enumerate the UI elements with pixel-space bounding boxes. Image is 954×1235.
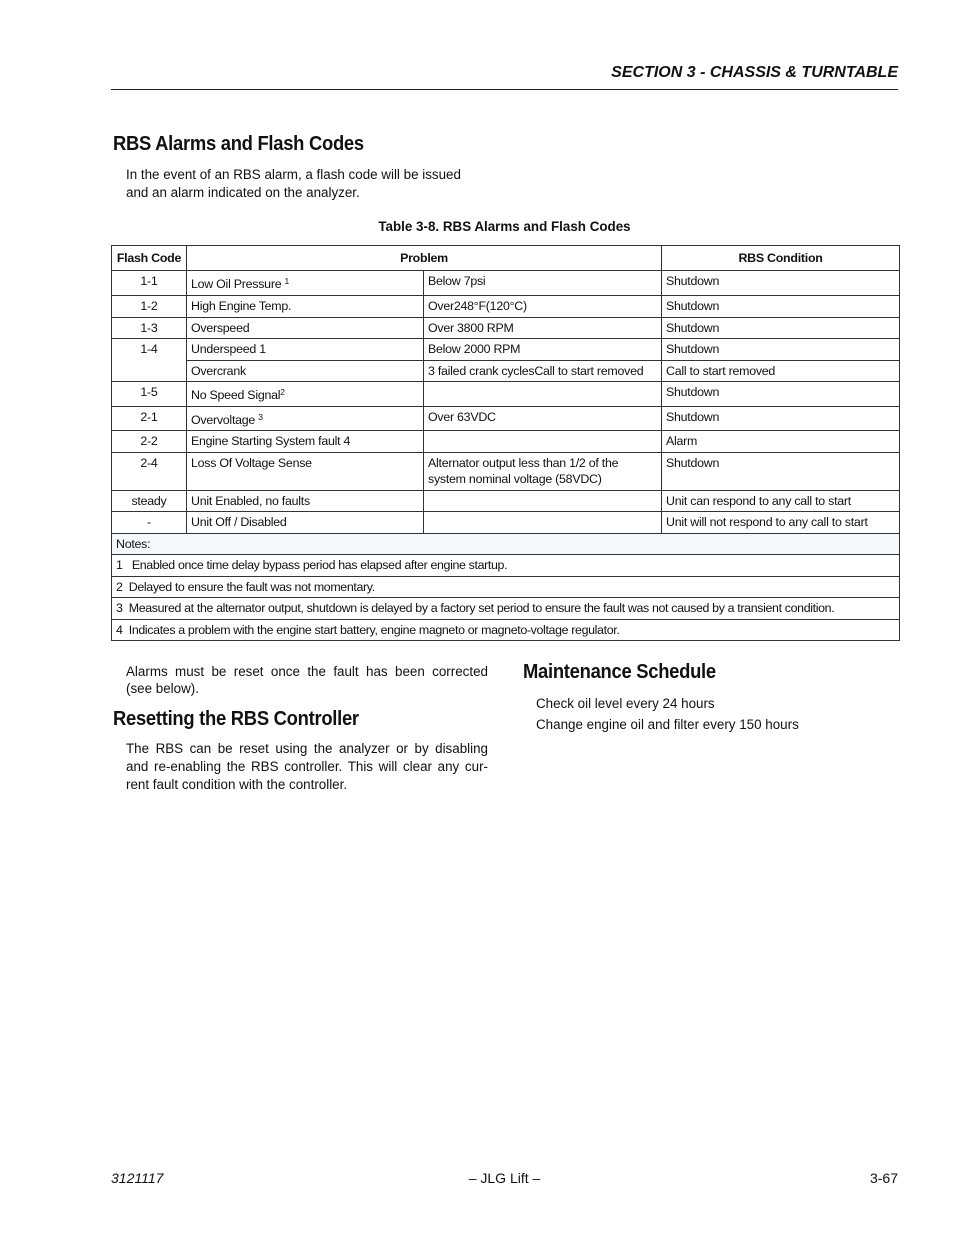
note-text: Delayed to ensure the fault was not momentary.	[128, 579, 375, 594]
flash-code-table	[111, 245, 900, 641]
flash-code-cell: 2-2	[112, 431, 187, 453]
detail-cell: Over 63VDC	[424, 406, 662, 431]
problem-cell	[187, 382, 424, 407]
note-row	[112, 598, 900, 620]
table-row	[112, 382, 900, 407]
table-row	[112, 271, 900, 296]
condition-cell: Shutdown	[662, 271, 900, 296]
condition-cell: Unit can respond to any call to start	[662, 490, 900, 512]
condition-cell: Shutdown	[662, 339, 900, 361]
resetting-line-3: rent fault condition with the controller.	[126, 777, 348, 792]
problem-text: Low Oil Pressure	[191, 277, 285, 291]
section-header: SECTION 3 - CHASSIS & TURNTABLE	[611, 64, 898, 81]
flash-code-cell: 1-2	[112, 296, 187, 318]
problem-cell	[187, 452, 424, 490]
flash-code-cell: 1-5	[112, 382, 187, 407]
table-row	[112, 406, 900, 431]
footnote-ref: 2	[280, 387, 285, 397]
maintenance-item-1: Check oil level every 24 hours	[536, 696, 715, 711]
reset-note-line-2: (see below).	[126, 681, 199, 696]
flash-code-cell: 1-4	[112, 339, 187, 382]
table-caption: Table 3-8. RBS Alarms and Flash Codes	[378, 219, 631, 234]
resetting-line-2: and re-enabling the RBS controller. This will clear any cur-	[126, 759, 488, 774]
flash-code-cell: 1-1	[112, 271, 187, 296]
note-text: Enabled once time delay bypass period has elapsed after engine startup.	[131, 558, 508, 572]
detail-cell: Over 3800 RPM	[424, 317, 662, 339]
footer-center: – JLG Lift –	[468, 1170, 541, 1186]
problem-text: Overvoltage	[191, 412, 259, 427]
note-row	[112, 555, 900, 577]
detail-cell: 3 failed crank cyclesCall to start removed	[424, 360, 662, 382]
detail-cell	[424, 431, 662, 453]
condition-cell: Shutdown	[662, 296, 900, 318]
resetting-line-1: The RBS can be reset using the analyzer or by disabling	[126, 741, 488, 756]
flash-code-cell: -	[112, 512, 187, 534]
condition-cell: Shutdown	[662, 317, 900, 339]
note-cell	[112, 576, 900, 598]
condition-cell: Unit will not respond to any call to start	[662, 512, 900, 534]
flash-code-cell: steady	[112, 490, 187, 512]
note-number: 3	[116, 601, 123, 615]
notes-label: Notes:	[112, 533, 900, 555]
table-header-row	[112, 246, 900, 271]
note-number: 4	[116, 622, 123, 637]
table-row	[112, 512, 900, 534]
table-row	[112, 431, 900, 453]
problem-cell	[187, 317, 424, 339]
note-text: Measured at the alternator output, shutdown is delayed by a factory set period to ensure the fault was not caused by a transient condition.	[128, 601, 835, 615]
header-rbs-condition: RBS Condition	[662, 246, 900, 271]
resetting-heading: Resetting the RBS Controller	[113, 708, 359, 730]
problem-cell	[187, 271, 424, 296]
problem-text: No Speed Signal	[191, 388, 281, 402]
maintenance-heading: Maintenance Schedule	[523, 661, 716, 683]
problem-cell	[187, 431, 424, 453]
note-row	[112, 619, 900, 641]
problem-text: Overspeed	[191, 320, 250, 335]
problem-text: Engine Starting System fault 4	[191, 434, 351, 448]
problem-cell	[187, 296, 424, 318]
condition-cell: Alarm	[662, 431, 900, 453]
problem-cell	[187, 339, 424, 361]
condition-cell: Call to start removed	[662, 360, 900, 382]
reset-note-line-1: Alarms must be reset once the fault has been corrected	[126, 664, 488, 679]
footnote-ref: 1	[284, 276, 290, 286]
table-row	[112, 452, 900, 490]
table-row	[112, 339, 900, 361]
problem-text: High Engine Temp.	[191, 299, 292, 313]
footer-doc-number: 3121117	[111, 1170, 164, 1186]
problem-cell	[187, 360, 424, 382]
note-cell	[112, 598, 900, 620]
table-row	[112, 317, 900, 339]
flash-code-cell: 1-3	[112, 317, 187, 339]
problem-cell	[187, 490, 424, 512]
detail-cell	[424, 512, 662, 534]
problem-text: Loss Of Voltage Sense	[191, 455, 312, 470]
table-row	[112, 296, 900, 318]
rbs-intro-line-1: In the event of an RBS alarm, a flash code will be issued	[126, 167, 461, 182]
header-problem: Problem	[187, 246, 662, 271]
detail-cell: Alternator output less than 1/2 of the system nominal voltage (58VDC)	[424, 452, 662, 490]
note-cell	[112, 555, 900, 577]
flash-code-cell: 2-4	[112, 452, 187, 490]
table-row	[112, 360, 900, 382]
condition-cell: Shutdown	[662, 406, 900, 431]
rbs-alarms-heading: RBS Alarms and Flash Codes	[113, 133, 364, 155]
detail-cell	[424, 382, 662, 407]
problem-text: Underspeed 1	[191, 342, 266, 356]
table-row	[112, 490, 900, 512]
problem-text: Unit Enabled, no faults	[191, 493, 310, 508]
footer-page-number: 3-67	[869, 1170, 898, 1186]
detail-cell: Below 2000 RPM	[424, 339, 662, 361]
problem-cell	[187, 512, 424, 534]
note-row	[112, 576, 900, 598]
header-flash-code: Flash Code	[112, 246, 187, 271]
detail-cell: Over248°F(120°C)	[424, 296, 662, 318]
footnote-ref: 3	[258, 411, 263, 422]
note-text: Indicates a problem with the engine start battery, engine magneto or magneto-voltage regulator.	[128, 622, 620, 637]
note-number: 2	[116, 579, 123, 594]
rbs-intro-line-2: and an alarm indicated on the analyzer.	[126, 185, 360, 200]
problem-text: Unit Off / Disabled	[191, 515, 287, 529]
condition-cell: Shutdown	[662, 452, 900, 490]
problem-text: Overcrank	[191, 363, 246, 378]
maintenance-item-2: Change engine oil and filter every 150 hours	[536, 717, 799, 732]
detail-cell: Below 7psi	[424, 271, 662, 296]
note-number: 1	[116, 558, 123, 572]
notes-header-row	[112, 533, 900, 555]
header-rule	[111, 89, 898, 90]
detail-cell	[424, 490, 662, 512]
flash-code-cell: 2-1	[112, 406, 187, 431]
note-cell	[112, 619, 900, 641]
condition-cell: Shutdown	[662, 382, 900, 407]
problem-cell	[187, 406, 424, 431]
